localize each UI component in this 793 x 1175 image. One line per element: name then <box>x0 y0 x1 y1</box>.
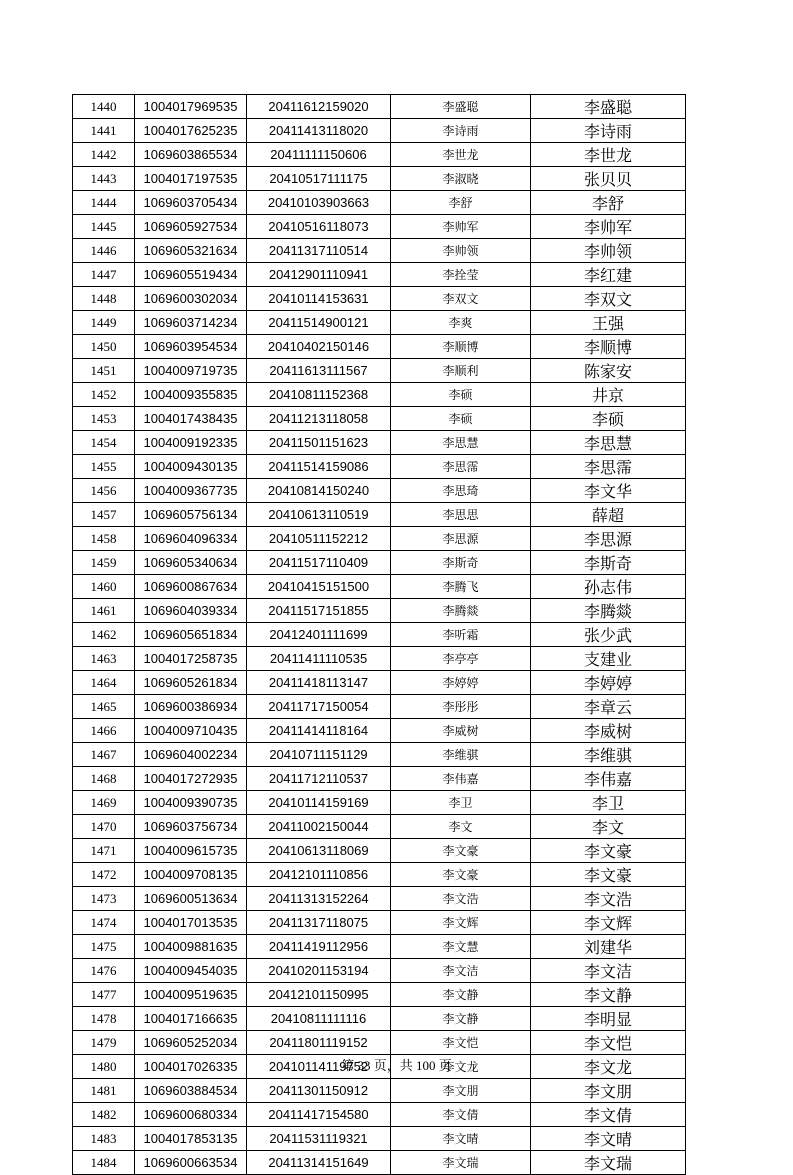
exam-number-cell: 20410114159169 <box>247 791 391 815</box>
exam-number-cell: 20410511152212 <box>247 527 391 551</box>
id-number-cell: 1069603954534 <box>135 335 247 359</box>
exam-number-cell: 20412101110856 <box>247 863 391 887</box>
name-cell: 李文晴 <box>391 1127 531 1151</box>
name-cell: 李文朋 <box>391 1079 531 1103</box>
table-row <box>73 887 686 911</box>
name-cell: 李文慧 <box>391 935 531 959</box>
id-number-cell: 1069600513634 <box>135 887 247 911</box>
verified-name-cell: 李思源 <box>531 527 686 551</box>
name-cell: 李顺博 <box>391 335 531 359</box>
id-number-cell: 1004009192335 <box>135 431 247 455</box>
verified-name-cell: 李思慧 <box>531 431 686 455</box>
verified-name-cell: 李文华 <box>531 479 686 503</box>
verified-name-cell: 李文倩 <box>531 1103 686 1127</box>
table-row <box>73 1151 686 1175</box>
verified-name-cell: 李文 <box>531 815 686 839</box>
exam-number-cell: 20411111150606 <box>247 143 391 167</box>
id-number-cell: 1069605321634 <box>135 239 247 263</box>
table-row <box>73 311 686 335</box>
id-number-cell: 1069600302034 <box>135 287 247 311</box>
id-number-cell: 1069603705434 <box>135 191 247 215</box>
id-number-cell: 1004009719735 <box>135 359 247 383</box>
table-row <box>73 287 686 311</box>
id-number-cell: 1069600386934 <box>135 695 247 719</box>
table-row <box>73 191 686 215</box>
name-cell: 李听霜 <box>391 623 531 647</box>
verified-name-cell: 李文浩 <box>531 887 686 911</box>
row-number-cell: 1474 <box>73 911 135 935</box>
table-row <box>73 143 686 167</box>
id-number-cell: 1069600680334 <box>135 1103 247 1127</box>
id-number-cell: 1004009708135 <box>135 863 247 887</box>
id-number-cell: 1004009355835 <box>135 383 247 407</box>
verified-name-cell: 李文洁 <box>531 959 686 983</box>
name-cell: 李腾燚 <box>391 599 531 623</box>
name-cell: 李腾飞 <box>391 575 531 599</box>
verified-name-cell: 李文恺 <box>531 1031 686 1055</box>
verified-name-cell: 李文豪 <box>531 839 686 863</box>
name-cell: 李盛聪 <box>391 95 531 119</box>
table-row <box>73 1007 686 1031</box>
row-number-cell: 1455 <box>73 455 135 479</box>
row-number-cell: 1452 <box>73 383 135 407</box>
name-cell: 李文恺 <box>391 1031 531 1055</box>
verified-name-cell: 张贝贝 <box>531 167 686 191</box>
verified-name-cell: 李文瑞 <box>531 1151 686 1175</box>
exam-number-cell: 20411213118058 <box>247 407 391 431</box>
table-row <box>73 983 686 1007</box>
verified-name-cell: 李红建 <box>531 263 686 287</box>
table-row <box>73 671 686 695</box>
id-number-cell: 1069605519434 <box>135 263 247 287</box>
id-number-cell: 1004009519635 <box>135 983 247 1007</box>
table-row <box>73 695 686 719</box>
id-number-cell: 1004017853135 <box>135 1127 247 1151</box>
name-cell: 李舒 <box>391 191 531 215</box>
table-row <box>73 479 686 503</box>
id-number-cell: 1069603865534 <box>135 143 247 167</box>
name-cell: 李淑晓 <box>391 167 531 191</box>
id-number-cell: 1069604096334 <box>135 527 247 551</box>
name-cell: 李硕 <box>391 407 531 431</box>
row-number-cell: 1444 <box>73 191 135 215</box>
name-cell: 李思琦 <box>391 479 531 503</box>
table-row <box>73 167 686 191</box>
id-number-cell: 1069604039334 <box>135 599 247 623</box>
row-number-cell: 1451 <box>73 359 135 383</box>
verified-name-cell: 李盛聪 <box>531 95 686 119</box>
exam-number-cell: 20410517111175 <box>247 167 391 191</box>
exam-number-cell: 20410103903663 <box>247 191 391 215</box>
exam-number-cell: 20410114153631 <box>247 287 391 311</box>
table-row <box>73 119 686 143</box>
table-row <box>73 551 686 575</box>
exam-number-cell: 20410811111116 <box>247 1007 391 1031</box>
exam-number-cell: 20411418113147 <box>247 671 391 695</box>
records-table <box>72 94 686 1175</box>
exam-number-cell: 20411413118020 <box>247 119 391 143</box>
exam-number-cell: 20411317118075 <box>247 911 391 935</box>
id-number-cell: 1004017013535 <box>135 911 247 935</box>
row-number-cell: 1483 <box>73 1127 135 1151</box>
name-cell: 李文辉 <box>391 911 531 935</box>
table-row <box>73 911 686 935</box>
exam-number-cell: 20410613110519 <box>247 503 391 527</box>
name-cell: 李婷婷 <box>391 671 531 695</box>
verified-name-cell: 李帅领 <box>531 239 686 263</box>
table-row <box>73 1031 686 1055</box>
table-row <box>73 935 686 959</box>
exam-number-cell: 20412401111699 <box>247 623 391 647</box>
id-number-cell: 1004009367735 <box>135 479 247 503</box>
id-number-cell: 1004009390735 <box>135 791 247 815</box>
name-cell: 李世龙 <box>391 143 531 167</box>
table-row <box>73 647 686 671</box>
row-number-cell: 1456 <box>73 479 135 503</box>
id-number-cell: 1004017969535 <box>135 95 247 119</box>
table-row <box>73 215 686 239</box>
id-number-cell: 1069600663534 <box>135 1151 247 1175</box>
row-number-cell: 1473 <box>73 887 135 911</box>
exam-number-cell: 20411517110409 <box>247 551 391 575</box>
verified-name-cell: 李伟嘉 <box>531 767 686 791</box>
table-row <box>73 383 686 407</box>
verified-name-cell: 李腾燚 <box>531 599 686 623</box>
table-row <box>73 791 686 815</box>
id-number-cell: 1069605340634 <box>135 551 247 575</box>
row-number-cell: 1484 <box>73 1151 135 1175</box>
table-row <box>73 407 686 431</box>
row-number-cell: 1468 <box>73 767 135 791</box>
id-number-cell: 1069605756134 <box>135 503 247 527</box>
row-number-cell: 1440 <box>73 95 135 119</box>
id-number-cell: 1004017272935 <box>135 767 247 791</box>
exam-number-cell: 20411531119321 <box>247 1127 391 1151</box>
verified-name-cell: 李章云 <box>531 695 686 719</box>
row-number-cell: 1476 <box>73 959 135 983</box>
exam-number-cell: 20410402150146 <box>247 335 391 359</box>
id-number-cell: 1004009430135 <box>135 455 247 479</box>
row-number-cell: 1481 <box>73 1079 135 1103</box>
row-number-cell: 1445 <box>73 215 135 239</box>
row-number-cell: 1475 <box>73 935 135 959</box>
verified-name-cell: 李文静 <box>531 983 686 1007</box>
id-number-cell: 1069604002234 <box>135 743 247 767</box>
name-cell: 李帅领 <box>391 239 531 263</box>
exam-number-cell: 20412101150995 <box>247 983 391 1007</box>
exam-number-cell: 20411002150044 <box>247 815 391 839</box>
row-number-cell: 1459 <box>73 551 135 575</box>
name-cell: 李维骐 <box>391 743 531 767</box>
name-cell: 李双文 <box>391 287 531 311</box>
exam-number-cell: 20411712110537 <box>247 767 391 791</box>
verified-name-cell: 薛超 <box>531 503 686 527</box>
name-cell: 李思慧 <box>391 431 531 455</box>
verified-name-cell: 李卫 <box>531 791 686 815</box>
verified-name-cell: 李帅军 <box>531 215 686 239</box>
row-number-cell: 1460 <box>73 575 135 599</box>
exam-number-cell: 20410811152368 <box>247 383 391 407</box>
exam-number-cell: 20410516118073 <box>247 215 391 239</box>
row-number-cell: 1464 <box>73 671 135 695</box>
exam-number-cell: 20410814150240 <box>247 479 391 503</box>
verified-name-cell: 李世龙 <box>531 143 686 167</box>
exam-number-cell: 20411419112956 <box>247 935 391 959</box>
exam-number-cell: 20411717150054 <box>247 695 391 719</box>
name-cell: 李伟嘉 <box>391 767 531 791</box>
verified-name-cell: 李婷婷 <box>531 671 686 695</box>
exam-number-cell: 20411501151623 <box>247 431 391 455</box>
id-number-cell: 1069605927534 <box>135 215 247 239</box>
exam-number-cell: 20411514900121 <box>247 311 391 335</box>
name-cell: 李卫 <box>391 791 531 815</box>
verified-name-cell: 井京 <box>531 383 686 407</box>
verified-name-cell: 支建业 <box>531 647 686 671</box>
name-cell: 李文洁 <box>391 959 531 983</box>
exam-number-cell: 20410114119752 <box>247 1055 391 1079</box>
table-row <box>73 1127 686 1151</box>
table-row <box>73 1079 686 1103</box>
name-cell: 李思霈 <box>391 455 531 479</box>
row-number-cell: 1453 <box>73 407 135 431</box>
row-number-cell: 1454 <box>73 431 135 455</box>
name-cell: 李文瑞 <box>391 1151 531 1175</box>
exam-number-cell: 20411514159086 <box>247 455 391 479</box>
name-cell: 李文静 <box>391 1007 531 1031</box>
verified-name-cell: 张少武 <box>531 623 686 647</box>
row-number-cell: 1448 <box>73 287 135 311</box>
id-number-cell: 1069603884534 <box>135 1079 247 1103</box>
id-number-cell: 1069605252034 <box>135 1031 247 1055</box>
row-number-cell: 1472 <box>73 863 135 887</box>
exam-number-cell: 20411801119152 <box>247 1031 391 1055</box>
table-row <box>73 599 686 623</box>
verified-name-cell: 陈家安 <box>531 359 686 383</box>
exam-number-cell: 20411517151855 <box>247 599 391 623</box>
exam-number-cell: 20411411110535 <box>247 647 391 671</box>
table-row <box>73 1103 686 1127</box>
exam-number-cell: 20411417154580 <box>247 1103 391 1127</box>
verified-name-cell: 李文朋 <box>531 1079 686 1103</box>
row-number-cell: 1441 <box>73 119 135 143</box>
verified-name-cell: 李维骐 <box>531 743 686 767</box>
verified-name-cell: 李硕 <box>531 407 686 431</box>
row-number-cell: 1478 <box>73 1007 135 1031</box>
row-number-cell: 1442 <box>73 143 135 167</box>
table-row <box>73 359 686 383</box>
row-number-cell: 1461 <box>73 599 135 623</box>
name-cell: 李文豪 <box>391 863 531 887</box>
id-number-cell: 1069605651834 <box>135 623 247 647</box>
row-number-cell: 1447 <box>73 263 135 287</box>
table-row <box>73 623 686 647</box>
row-number-cell: 1457 <box>73 503 135 527</box>
id-number-cell: 1069600867634 <box>135 575 247 599</box>
table-row <box>73 719 686 743</box>
id-number-cell: 1004017625235 <box>135 119 247 143</box>
name-cell: 李彤彤 <box>391 695 531 719</box>
id-number-cell: 1004017258735 <box>135 647 247 671</box>
name-cell: 李硕 <box>391 383 531 407</box>
table-row <box>73 767 686 791</box>
table-row <box>73 431 686 455</box>
id-number-cell: 1004017438435 <box>135 407 247 431</box>
name-cell: 李文浩 <box>391 887 531 911</box>
verified-name-cell: 孙志伟 <box>531 575 686 599</box>
name-cell: 李文 <box>391 815 531 839</box>
table-row <box>73 335 686 359</box>
name-cell: 李文倩 <box>391 1103 531 1127</box>
row-number-cell: 1450 <box>73 335 135 359</box>
row-number-cell: 1480 <box>73 1055 135 1079</box>
table-row <box>73 455 686 479</box>
verified-name-cell: 李双文 <box>531 287 686 311</box>
table-row <box>73 575 686 599</box>
verified-name-cell: 李文龙 <box>531 1055 686 1079</box>
table-row <box>73 863 686 887</box>
exam-number-cell: 20410415151500 <box>247 575 391 599</box>
exam-number-cell: 20410201153194 <box>247 959 391 983</box>
name-cell: 李文豪 <box>391 839 531 863</box>
verified-name-cell: 李顺博 <box>531 335 686 359</box>
exam-number-cell: 20411313152264 <box>247 887 391 911</box>
name-cell: 李诗雨 <box>391 119 531 143</box>
name-cell: 李斯奇 <box>391 551 531 575</box>
name-cell: 李威树 <box>391 719 531 743</box>
id-number-cell: 1004009710435 <box>135 719 247 743</box>
name-cell: 李亭亭 <box>391 647 531 671</box>
id-number-cell: 1069603714234 <box>135 311 247 335</box>
exam-number-cell: 20412901110941 <box>247 263 391 287</box>
table-row <box>73 239 686 263</box>
row-number-cell: 1482 <box>73 1103 135 1127</box>
row-number-cell: 1477 <box>73 983 135 1007</box>
row-number-cell: 1466 <box>73 719 135 743</box>
verified-name-cell: 李思霈 <box>531 455 686 479</box>
verified-name-cell: 李文晴 <box>531 1127 686 1151</box>
row-number-cell: 1449 <box>73 311 135 335</box>
row-number-cell: 1469 <box>73 791 135 815</box>
exam-number-cell: 20411301150912 <box>247 1079 391 1103</box>
id-number-cell: 1069605261834 <box>135 671 247 695</box>
row-number-cell: 1446 <box>73 239 135 263</box>
records-body <box>73 95 686 1175</box>
table-row <box>73 95 686 119</box>
table-row <box>73 815 686 839</box>
table-row <box>73 503 686 527</box>
id-number-cell: 1004017197535 <box>135 167 247 191</box>
verified-name-cell: 李文豪 <box>531 863 686 887</box>
row-number-cell: 1443 <box>73 167 135 191</box>
verified-name-cell: 李舒 <box>531 191 686 215</box>
name-cell: 李思思 <box>391 503 531 527</box>
verified-name-cell: 李威树 <box>531 719 686 743</box>
row-number-cell: 1463 <box>73 647 135 671</box>
record-sheet <box>72 94 686 1175</box>
name-cell: 李爽 <box>391 311 531 335</box>
table-row <box>73 839 686 863</box>
verified-name-cell: 李诗雨 <box>531 119 686 143</box>
exam-number-cell: 20411317110514 <box>247 239 391 263</box>
exam-number-cell: 20411612159020 <box>247 95 391 119</box>
row-number-cell: 1467 <box>73 743 135 767</box>
id-number-cell: 1004009881635 <box>135 935 247 959</box>
name-cell: 李思源 <box>391 527 531 551</box>
id-number-cell: 1004017026335 <box>135 1055 247 1079</box>
exam-number-cell: 20411414118164 <box>247 719 391 743</box>
exam-number-cell: 20411314151649 <box>247 1151 391 1175</box>
id-number-cell: 1004009615735 <box>135 839 247 863</box>
name-cell: 李文龙 <box>391 1055 531 1079</box>
table-row <box>73 527 686 551</box>
page-footer: 第 33 页，共 100 页 <box>341 1058 452 1073</box>
id-number-cell: 1004009454035 <box>135 959 247 983</box>
exam-number-cell: 20411613111567 <box>247 359 391 383</box>
name-cell: 李帅军 <box>391 215 531 239</box>
row-number-cell: 1470 <box>73 815 135 839</box>
row-number-cell: 1465 <box>73 695 135 719</box>
table-row <box>73 959 686 983</box>
row-number-cell: 1479 <box>73 1031 135 1055</box>
name-cell: 李顺利 <box>391 359 531 383</box>
id-number-cell: 1069603756734 <box>135 815 247 839</box>
verified-name-cell: 李文辉 <box>531 911 686 935</box>
verified-name-cell: 李斯奇 <box>531 551 686 575</box>
table-row <box>73 743 686 767</box>
table-row <box>73 263 686 287</box>
row-number-cell: 1471 <box>73 839 135 863</box>
id-number-cell: 1004017166635 <box>135 1007 247 1031</box>
verified-name-cell: 李明显 <box>531 1007 686 1031</box>
row-number-cell: 1458 <box>73 527 135 551</box>
verified-name-cell: 刘建华 <box>531 935 686 959</box>
verified-name-cell: 王强 <box>531 311 686 335</box>
exam-number-cell: 20410711151129 <box>247 743 391 767</box>
row-number-cell: 1462 <box>73 623 135 647</box>
name-cell: 李文静 <box>391 983 531 1007</box>
name-cell: 李拴莹 <box>391 263 531 287</box>
exam-number-cell: 20410613118069 <box>247 839 391 863</box>
